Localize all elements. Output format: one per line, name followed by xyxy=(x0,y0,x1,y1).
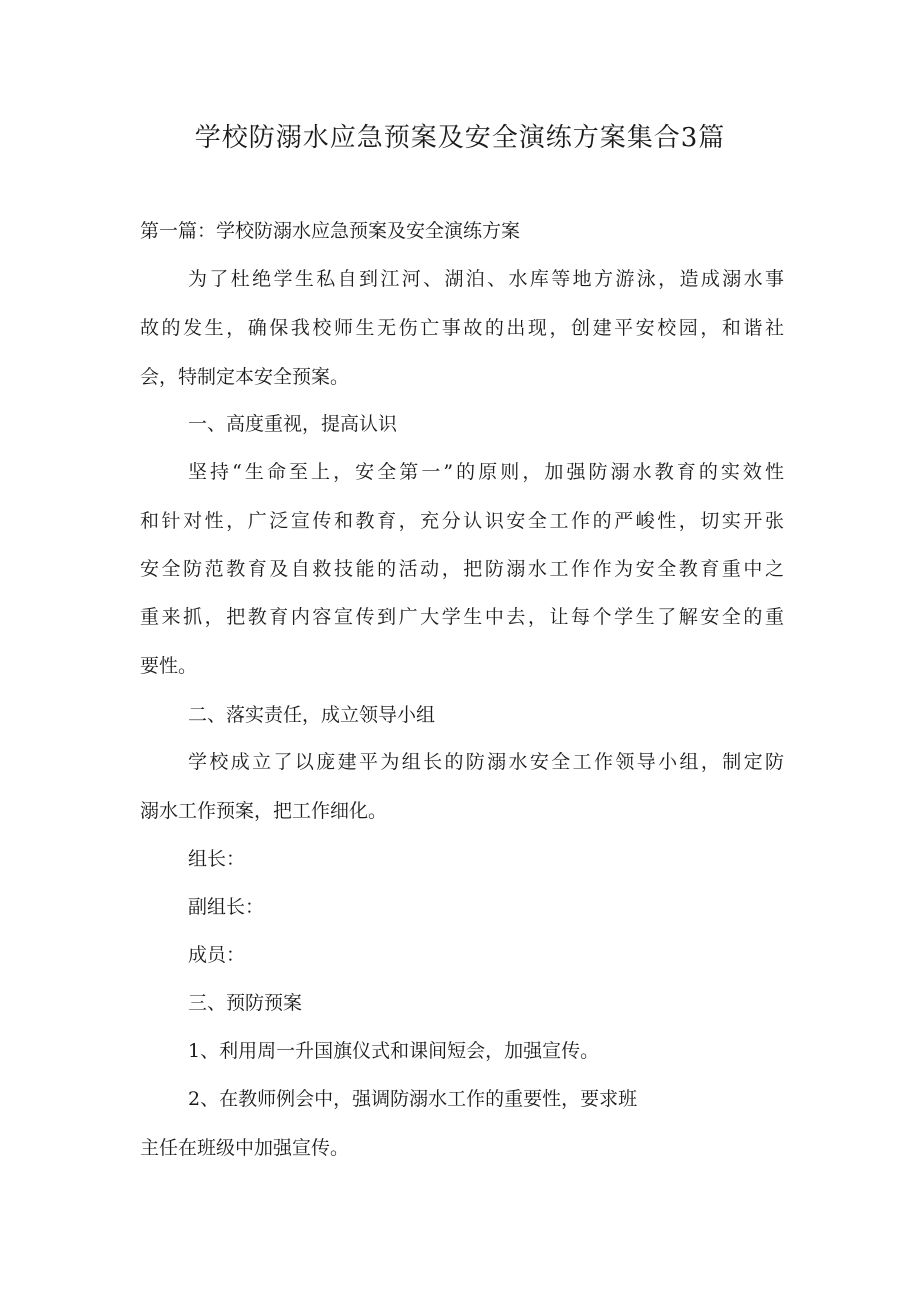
paragraph-line: 会，特制定本安全预案。 xyxy=(140,366,350,388)
paragraph-line: 为了杜绝学生私自到江河、湖泊、水库等地方游泳，造成溺水事 xyxy=(188,268,784,290)
paragraph-line: 故的发生，确保我校师生无伤亡事故的出现，创建平安校园，和谐社 xyxy=(140,317,784,339)
paragraph-line: 坚持“生命至上，安全第一”的原则，加强防溺水教育的实效性 xyxy=(188,461,784,483)
section-heading-part-1: 第一篇：学校防溺水应急预案及安全演练方案 xyxy=(140,220,521,242)
paragraph-line: 重来抓，把教育内容宣传到广大学生中去，让每个学生了解安全的重 xyxy=(140,606,784,628)
subheading-2: 二、落实责任，成立领导小组 xyxy=(188,704,436,726)
members-label: 成员： xyxy=(188,944,246,966)
paragraph-line: 学校成立了以庞建平为组长的防溺水安全工作领导小组，制定防 xyxy=(188,751,784,773)
paragraph-line: 和针对性，广泛宣传和教育，充分认识安全工作的严峻性，切实开张 xyxy=(140,510,784,532)
list-item: 2、在教师例会中，强调防溺水工作的重要性，要求班 xyxy=(188,1088,638,1110)
list-item-continuation: 主任在班级中加强宣传。 xyxy=(140,1137,350,1159)
group-leader-label: 组长： xyxy=(188,848,246,870)
subheading-3: 三、预防预案 xyxy=(188,992,303,1014)
subheading-1: 一、高度重视，提高认识 xyxy=(188,413,398,435)
paragraph-line: 要性。 xyxy=(140,655,198,677)
deputy-leader-label: 副组长： xyxy=(188,896,265,918)
document-title: 学校防溺水应急预案及安全演练方案集合3篇 xyxy=(194,123,726,153)
paragraph-line: 安全防范教育及自救技能的活动，把防溺水工作作为安全教育重中之 xyxy=(140,558,784,580)
list-item: 1、利用周一升国旗仪式和课间短会，加强宣传。 xyxy=(188,1040,600,1062)
paragraph-line: 溺水工作预案，把工作细化。 xyxy=(140,800,388,822)
